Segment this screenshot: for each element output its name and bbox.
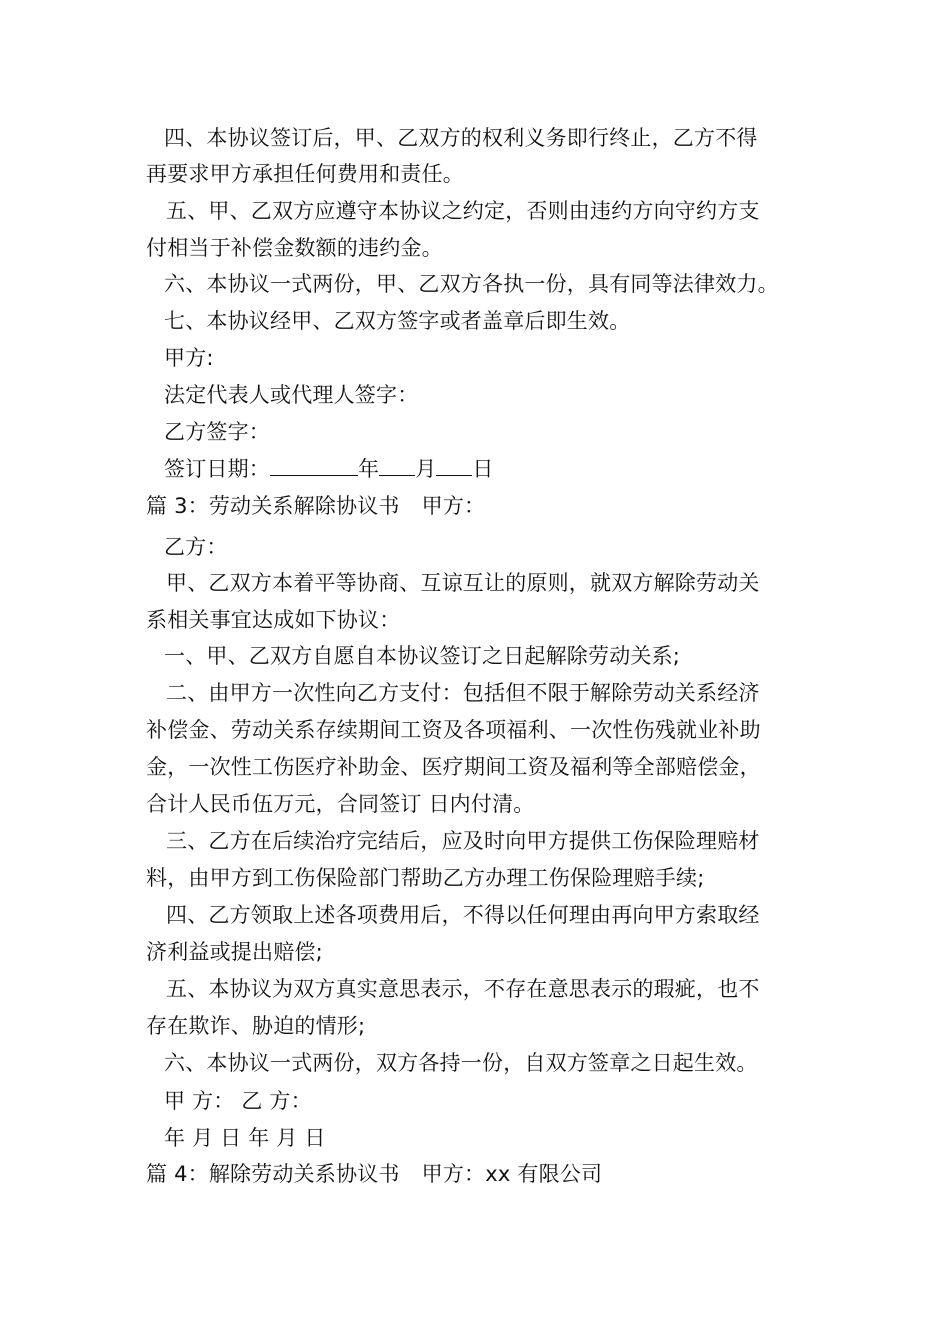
paragraph-line: 四、乙方领取上述各项费用后，不得以任何理由再向甲方索取经 — [166, 903, 760, 927]
section-heading — [146, 491, 485, 521]
party-a-label: 甲方：xx 有限公司 — [421, 1162, 603, 1186]
paragraph-line: 补偿金、劳动关系存续期间工资及各项福利、一次性伤残就业补助 — [146, 718, 761, 742]
paragraph-line: 料，由甲方到工伤保险部门帮助乙方办理工伤保险理赔手续; — [146, 866, 705, 890]
paragraph-line: 三、乙方在后续治疗完结后，应及时向甲方提供工伤保险理赔材 — [166, 829, 760, 853]
month-blank — [379, 453, 415, 476]
paragraph-line: 甲、乙双方本着平等协商、互谅互让的原则，就双方解除劳动关 — [166, 571, 760, 595]
signature-label: 法定代表人或代理人签字： — [164, 383, 419, 407]
paragraph-line: 存在欺诈、胁迫的情形; — [146, 1014, 366, 1038]
paragraph-line: 六、本协议一式两份，双方各持一份，自双方签章之日起生效。 — [164, 1051, 758, 1075]
signature-label: 甲方: — [164, 346, 214, 370]
year-blank — [270, 453, 358, 476]
sign-date-label: 签订日期： — [164, 457, 270, 481]
section-title: 篇 4：解除劳动关系协议书 — [146, 1162, 400, 1186]
paragraph-line: 系相关事宜达成如下协议： — [146, 608, 401, 632]
month-label: 月 — [415, 457, 437, 481]
section-heading — [146, 1159, 602, 1189]
paragraph-line: 一、甲、乙双方自愿自本协议签订之日起解除劳动关系; — [164, 644, 681, 668]
paragraph-line: 四、本协议签订后，甲、乙双方的权利义务即行终止，乙方不得 — [164, 126, 758, 150]
day-label: 日 — [472, 457, 494, 481]
section-title: 篇 3：劳动关系解除协议书 — [146, 494, 400, 518]
paragraph-line: 五、甲、乙双方应遵守本协议之约定，否则由违约方向守约方支 — [166, 199, 760, 223]
day-blank — [436, 453, 472, 476]
year-label: 年 — [358, 457, 380, 481]
signature-parties: 甲 方： 乙 方： — [164, 1089, 312, 1113]
signature-label: 乙方签字： — [164, 420, 270, 444]
signature-dates: 年 月 日 年 月 日 — [164, 1126, 326, 1150]
party-b-label: 乙方： — [164, 535, 228, 559]
paragraph-line: 济利益或提出赔偿; — [146, 940, 323, 964]
sign-date-line — [164, 453, 494, 484]
paragraph-line: 合计人民币伍万元，合同签订 日内付清。 — [146, 792, 535, 816]
paragraph-line: 再要求甲方承担任何费用和责任。 — [146, 162, 464, 186]
paragraph-line: 二、由甲方一次性向乙方支付：包括但不限于解除劳动关系经济 — [166, 681, 760, 705]
paragraph-line: 付相当于补偿金数额的违约金。 — [146, 236, 443, 260]
party-a-label: 甲方： — [421, 494, 486, 518]
paragraph-line: 七、本协议经甲、乙双方签字或者盖章后即生效。 — [164, 309, 631, 333]
paragraph-line: 六、本协议一式两份，甲、乙双方各执一份，具有同等法律效力。 — [164, 272, 779, 296]
paragraph-line: 五、本协议为双方真实意思表示，不存在意思表示的瑕疵，也不 — [166, 977, 760, 1001]
paragraph-line: 金，一次性工伤医疗补助金、医疗期间工资及福利等全部赔偿金， — [146, 755, 761, 779]
